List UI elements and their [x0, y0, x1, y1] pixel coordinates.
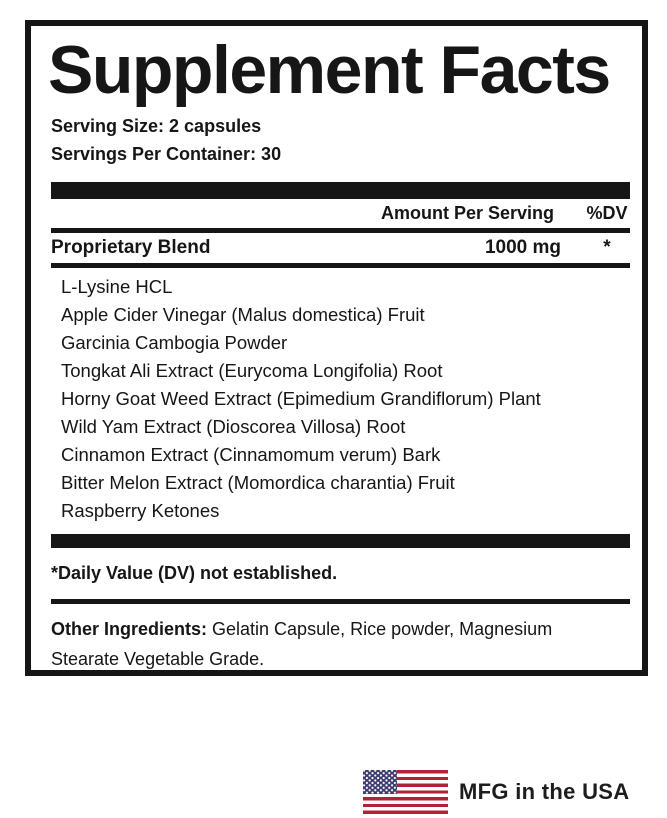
ingredient-item: Garcinia Cambogia Powder — [61, 332, 288, 353]
proprietary-blend-row — [51, 233, 630, 263]
ingredient-item: Tongkat Ali Extract (Eurycoma Longifolia) Root — [61, 360, 443, 381]
ingredient-list — [51, 268, 630, 534]
thick-divider-top — [51, 182, 630, 199]
ingredient-item: L-Lysine HCL — [61, 276, 173, 297]
amount-per-serving-header: Amount Per Serving — [380, 203, 554, 223]
blend-name: Proprietary Blend — [51, 237, 211, 258]
percent-dv-header: %DV — [586, 203, 628, 223]
ingredient-item: Raspberry Ketones — [61, 500, 220, 521]
ingredient-item: Bitter Melon Extract (Momordica charantia) Fruit — [61, 472, 455, 493]
thick-divider-bottom — [51, 534, 630, 548]
other-ingredients-text: Gelatin Capsule, Rice powder, Magnesium Stearate Vegetable Grade. — [51, 619, 553, 669]
dv-footnote: *Daily Value (DV) not established. — [51, 563, 338, 583]
other-ingredients — [51, 604, 596, 674]
serving-size: Serving Size: 2 capsules — [51, 116, 262, 136]
blend-amount: 1000 mg — [484, 237, 561, 258]
mfg-row — [363, 770, 629, 814]
ingredient-item: Cinnamon Extract (Cinnamomum verum) Bark — [61, 444, 441, 465]
other-ingredients-label: Other Ingredients: — [51, 619, 208, 639]
panel-title: Supplement Facts — [48, 32, 610, 108]
ingredient-item: Apple Cider Vinegar (Malus domestica) Fruit — [61, 304, 425, 325]
mfg-text: MFG in the USA — [459, 779, 630, 804]
servings-per-container: Servings Per Container: 30 — [51, 144, 282, 164]
ingredient-item: Wild Yam Extract (Dioscorea Villosa) Root — [61, 416, 406, 437]
us-flag-icon — [363, 770, 448, 814]
supplement-facts-panel — [25, 20, 648, 676]
flag-canton-stars — [363, 770, 397, 794]
blend-dv-asterisk: * — [603, 237, 611, 258]
ingredient-item: Horny Goat Weed Extract (Epimedium Grandiflorum) Plant — [61, 388, 541, 409]
column-header-row — [51, 199, 630, 228]
